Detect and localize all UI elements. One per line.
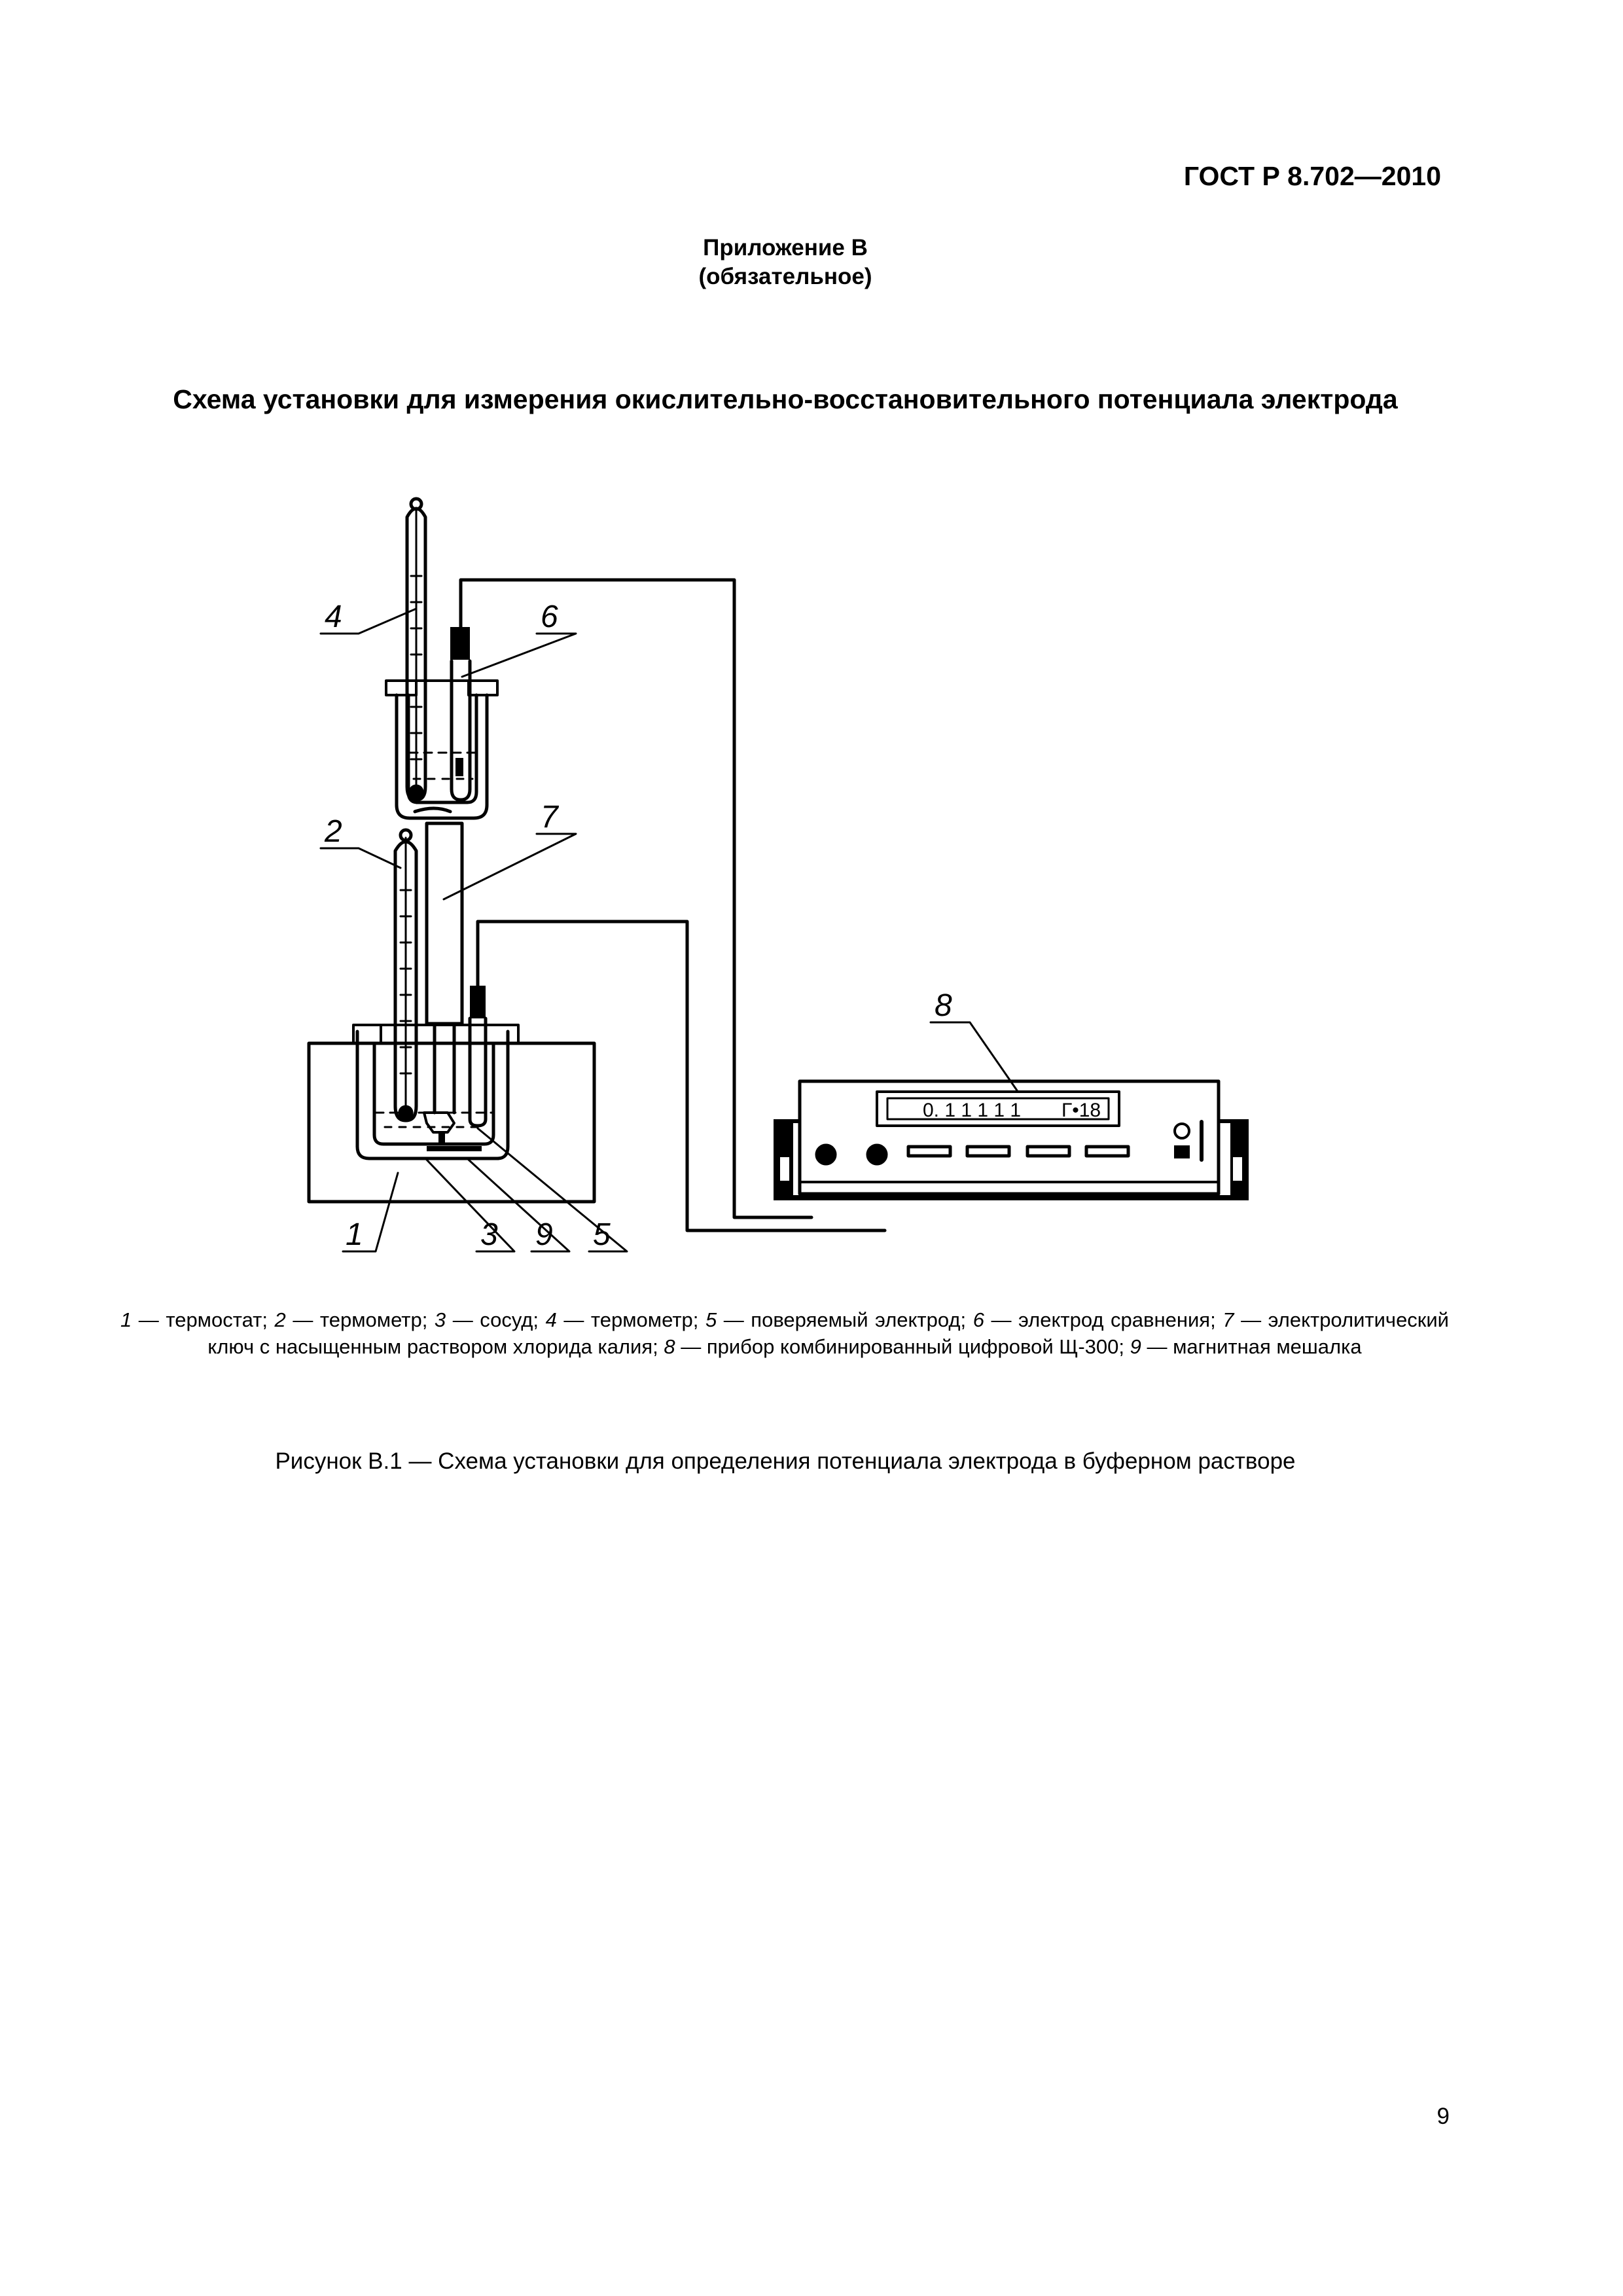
upper-vessel	[386, 681, 497, 818]
electrode-5	[470, 978, 486, 1126]
legend-num: 3	[434, 1308, 446, 1331]
label-5: 5	[593, 1217, 611, 1252]
legend-text: — прибор комбинированный цифровой Щ-300;	[675, 1335, 1130, 1358]
section-title: Схема установки для измерения окислительно-восстановительного потенциала электрода	[173, 384, 1398, 414]
figure-caption: Рисунок В.1 — Схема установки для определения потенциала электрода в буферном растворе	[275, 1448, 1296, 1474]
label-8: 8	[935, 988, 952, 1023]
label-4: 4	[325, 600, 342, 634]
label-9: 9	[535, 1217, 553, 1252]
display-reading: 0. 1 1 1 1 1	[923, 1100, 1022, 1121]
legend-num: 4	[545, 1308, 557, 1331]
appendix-status: (обязательное)	[698, 264, 872, 289]
label-6: 6	[541, 600, 558, 634]
legend-text: — электролитический ключ с насыщенным раствором хлорида калия;	[207, 1308, 1449, 1358]
thermometer-2	[395, 830, 416, 1121]
label-2: 2	[325, 814, 342, 849]
legend-text: — магнитная мешалка	[1141, 1335, 1362, 1358]
legend-text: — термостат;	[132, 1308, 275, 1331]
appendix-title: Приложение В	[703, 235, 868, 260]
legend-text: — термометр;	[285, 1308, 435, 1331]
electrolytic-key	[415, 808, 462, 1145]
thermostat	[309, 1043, 594, 1202]
legend-num: 8	[664, 1335, 675, 1358]
page-number: 9	[1436, 2104, 1450, 2129]
document-code: ГОСТ Р 8.702—2010	[1183, 161, 1441, 191]
stirrer-bar	[427, 1146, 482, 1151]
legend-num: 5	[705, 1308, 717, 1331]
legend-text: — поверяемый электрод;	[717, 1308, 973, 1331]
legend-text: — термометр;	[556, 1308, 705, 1331]
label-7: 7	[541, 800, 558, 834]
wire-reference	[461, 580, 812, 1217]
reference-electrode	[450, 627, 470, 800]
figure-legend	[120, 1306, 1449, 1360]
label-1: 1	[346, 1217, 363, 1252]
legend-num: 9	[1130, 1335, 1141, 1358]
legend-num: 2	[274, 1308, 286, 1331]
label-3: 3	[480, 1217, 498, 1252]
legend-num: 1	[120, 1308, 132, 1331]
legend-text: — сосуд;	[446, 1308, 546, 1331]
legend-num: 6	[972, 1308, 984, 1331]
display-suffix: Г•18	[1061, 1100, 1101, 1121]
legend-num: 7	[1222, 1308, 1234, 1331]
legend-text: — электрод сравнения;	[984, 1308, 1223, 1331]
